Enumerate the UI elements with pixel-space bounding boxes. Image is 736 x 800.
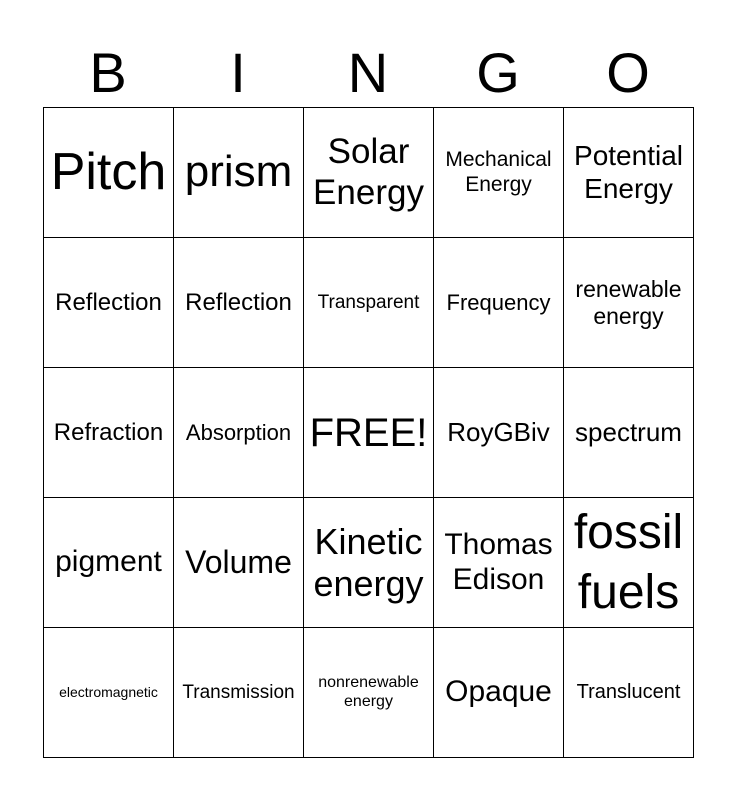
bingo-cell[interactable] — [174, 498, 304, 628]
bingo-cell[interactable] — [434, 238, 564, 368]
cell-text: fossil fuels — [573, 505, 684, 619]
header-letter-i: I — [230, 41, 246, 104]
bingo-cell[interactable] — [44, 108, 174, 238]
cell-text: Potential Energy — [574, 140, 683, 204]
bingo-cell[interactable] — [304, 238, 434, 368]
cell-text: Reflection — [185, 288, 292, 316]
cell-text: Reflection — [55, 288, 162, 316]
bingo-cell[interactable] — [44, 498, 174, 628]
bingo-row — [44, 238, 694, 368]
bingo-cell[interactable] — [434, 628, 564, 758]
cell-text: renewable energy — [575, 276, 682, 329]
bingo-row — [44, 368, 694, 498]
bingo-header — [43, 40, 693, 106]
bingo-cell[interactable] — [564, 628, 694, 758]
bingo-cell[interactable] — [174, 108, 304, 238]
cell-text: Volume — [185, 544, 292, 581]
cell-text: Pitch — [50, 142, 167, 201]
bingo-cell[interactable] — [44, 368, 174, 498]
cell-text: Thomas Edison — [444, 528, 553, 596]
bingo-cell[interactable] — [304, 628, 434, 758]
bingo-cell[interactable] — [304, 108, 434, 238]
cell-text: prism — [184, 147, 293, 197]
bingo-cell[interactable] — [44, 628, 174, 758]
header-letter-g: G — [476, 41, 520, 104]
bingo-cell[interactable] — [44, 238, 174, 368]
bingo-cell[interactable] — [434, 498, 564, 628]
bingo-cell[interactable] — [564, 108, 694, 238]
bingo-cell[interactable] — [434, 368, 564, 498]
bingo-cell free-space[interactable] — [304, 368, 434, 498]
bingo-cell[interactable] — [564, 498, 694, 628]
cell-text: RoyGBiv — [447, 416, 550, 447]
header-letter-n: N — [347, 41, 389, 104]
header-letter-b: B — [89, 41, 127, 104]
cell-text: electromagnetic — [59, 684, 158, 701]
cell-text: Frequency — [446, 289, 551, 315]
bingo-cell[interactable] — [434, 108, 564, 238]
cell-text: Kinetic energy — [313, 521, 424, 604]
bingo-row — [44, 498, 694, 628]
bingo-row — [44, 628, 694, 758]
bingo-card-grid — [43, 107, 694, 758]
cell-text: Transmission — [182, 681, 295, 703]
cell-text: Mechanical Energy — [445, 148, 552, 196]
cell-text: Translucent — [576, 681, 681, 703]
cell-text: Absorption — [185, 419, 292, 445]
cell-text: FREE! — [309, 410, 428, 455]
bingo-cell[interactable] — [564, 368, 694, 498]
cell-text: nonrenewable energy — [318, 674, 419, 710]
bingo-cell[interactable] — [564, 238, 694, 368]
cell-text: Opaque — [445, 675, 552, 709]
bingo-cell[interactable] — [174, 628, 304, 758]
cell-text: pigment — [55, 545, 162, 579]
cell-text: spectrum — [575, 416, 682, 447]
bingo-cell[interactable] — [304, 498, 434, 628]
bingo-row — [44, 108, 694, 238]
bingo-cell[interactable] — [174, 368, 304, 498]
bingo-cell[interactable] — [174, 238, 304, 368]
cell-text: Transparent — [317, 291, 420, 313]
header-letter-o: O — [606, 41, 650, 104]
cell-text: Solar Energy — [313, 132, 424, 212]
cell-text: Refraction — [53, 418, 164, 446]
